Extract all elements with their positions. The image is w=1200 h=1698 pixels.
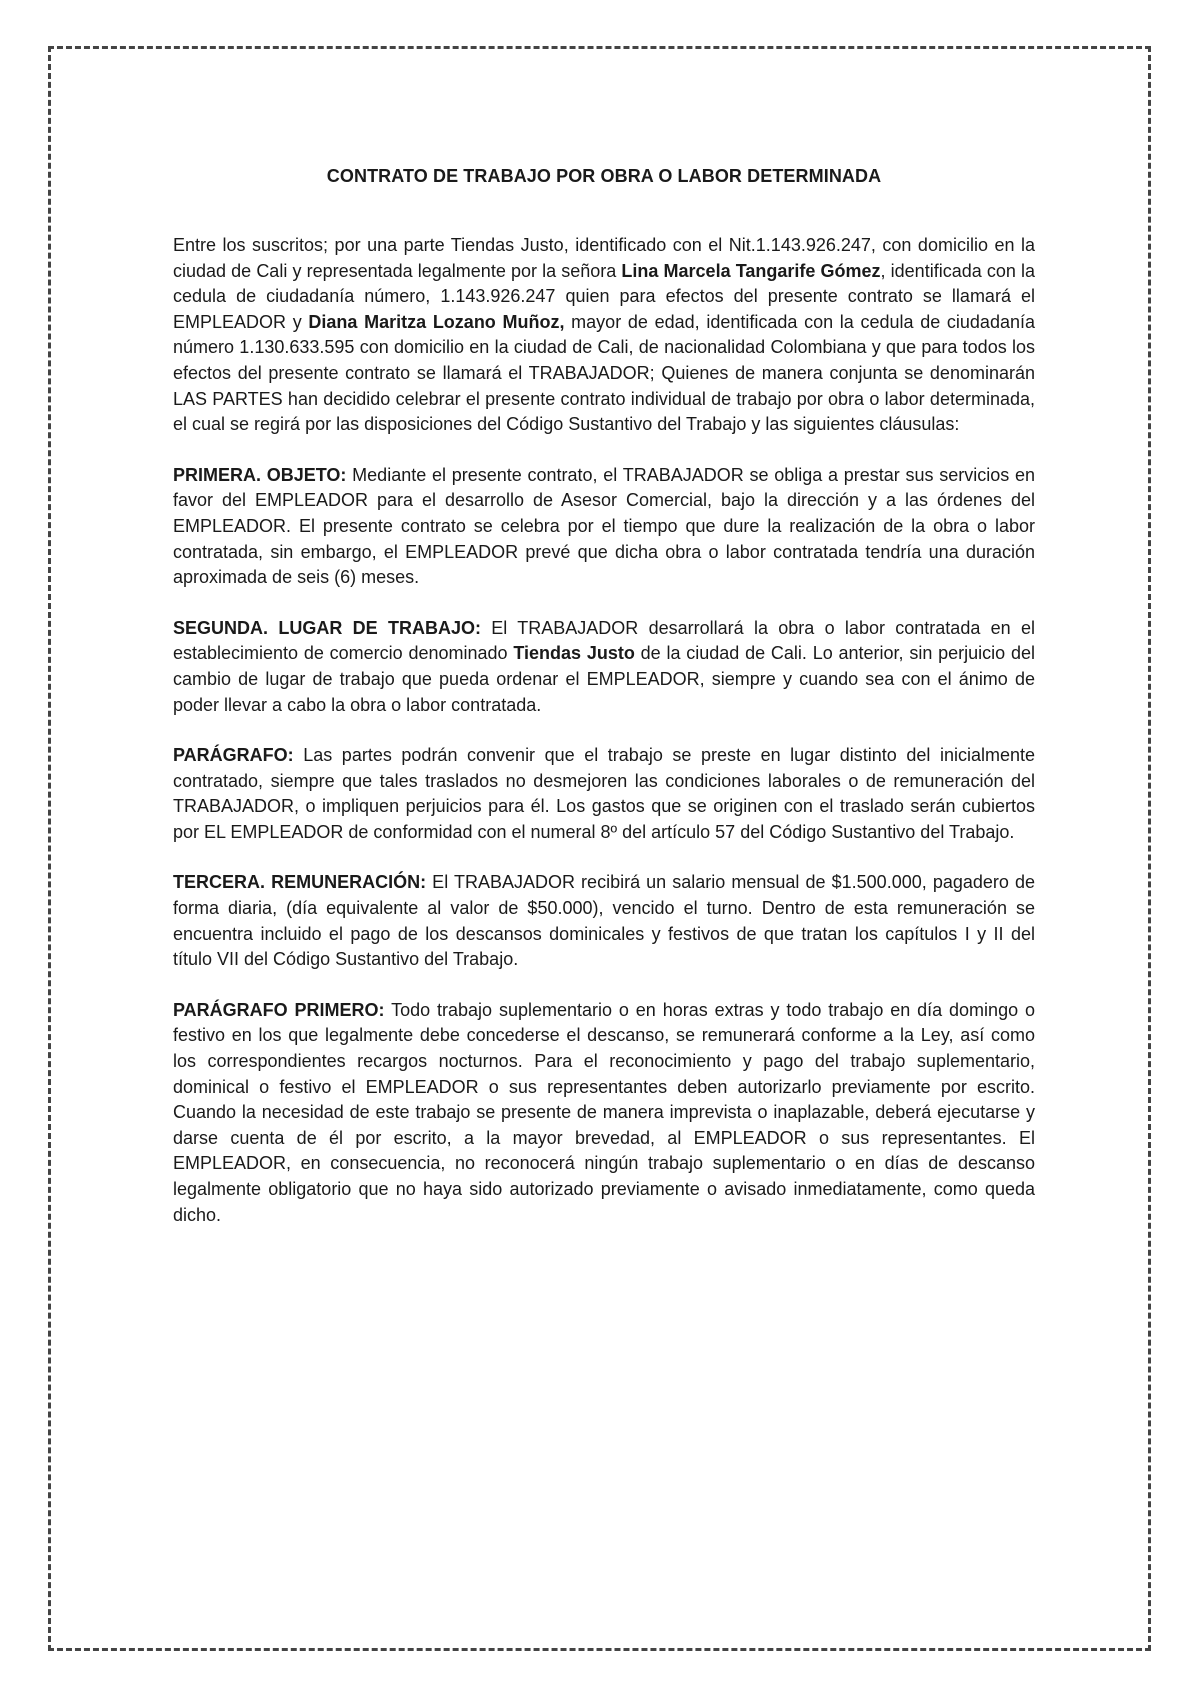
bold-text: Lina Marcela Tangarife Gómez: [621, 260, 881, 281]
intro-paragraph: [173, 233, 1035, 438]
clause-tercera: [173, 870, 1035, 972]
body-text: Entre los suscritos; por una parte Tiendas Justo, identificado con el Nit.1.143.926.247, con domicilio en la ciudad de Cali y representada legalmente por la señora: [173, 235, 1035, 281]
clause-heading: PRIMERA. OBJETO:: [173, 464, 347, 485]
body-text: Mediante el presente contrato, el TRABAJADOR se obliga a prestar sus servicios en favor del EMPLEADOR para el desarrollo de Asesor Comercial, bajo la dirección y a las órdenes del EMPLEADOR. El presente contrato se celebra por el tiempo que dure la realización de la obra o labor contratada, sin embargo, el EMPLEADOR prevé que dicha obra o labor contratada tendría una duración aproximada de seis (6) meses.: [173, 464, 1036, 588]
body-text: El TRABAJADOR recibirá un salario mensual de $1.500.000, pagadero de forma diaria, (día equivalente al valor de $50.000), vencido el turno. Dentro de esta remuneración se encuentra incluido el pago de los descansos dominicales y festivos de que tratan los capítulos I y II del título VII del Código Sustantivo del Trabajo.: [173, 872, 1035, 970]
bold-text: Tiendas Justo: [513, 643, 635, 664]
clause-primera: [173, 463, 1035, 591]
body-text: Las partes podrán convenir que el trabajo se preste en lugar distinto del inicialmente contratado, siempre que tales traslados no desmejoren las condiciones laborales o de remuneración del TRABAJADOR, o impliquen perjuicios para él. Los gastos que se originen con el traslado serán cubiertos por EL EMPLEADOR de conformidad con el numeral 8º del artículo 57 del Código Sustantivo del Trabajo.: [173, 745, 1035, 842]
bold-text: Diana Maritza Lozano Muñoz,: [308, 311, 565, 332]
clause-segunda: [173, 616, 1035, 718]
body-text: El TRABAJADOR desarrollará la obra o labor contratada en el establecimiento de comercio denominado: [173, 617, 1035, 664]
clause-heading: TERCERA. REMUNERACIÓN:: [173, 872, 427, 893]
body-text: de la ciudad de Cali. Lo anterior, sin perjuicio del cambio de lugar de trabajo que pueda ordenar el EMPLEADOR, siempre y cuando sea con el ánimo de poder llevar a cabo la obra o labor contratada.: [173, 643, 1035, 715]
clause-heading: SEGUNDA. LUGAR DE TRABAJO:: [173, 617, 481, 638]
document-body: [173, 166, 1035, 1253]
clause-heading: PARÁGRAFO PRIMERO:: [173, 999, 385, 1020]
clause-heading: PARÁGRAFO:: [173, 745, 294, 766]
body-text: Todo trabajo suplementario o en horas extras y todo trabajo en día domingo o festivo en los que legalmente debe concederse el descanso, se remunerará conforme a la Ley, así como los correspondientes recargos nocturnos. Para el reconocimiento y pago del trabajo suplementario, dominical o festivo el EMPLEADOR o sus representantes deben autorizarlo previamente por escrito. Cuando la necesidad de este trabajo se presente de manera imprevista o inaplazable, deberá ejecutarse y darse cuenta de él por escrito, a la mayor brevedad, al EMPLEADOR o sus representantes. El EMPLEADOR, en consecuencia, no reconocerá ningún trabajo suplementario o en días de descanso legalmente obligatorio que no haya sido autorizado previamente o avisado inmediatamente, como queda dicho.: [173, 999, 1035, 1225]
paragrafo: [173, 743, 1035, 845]
body-text: , identificada con la cedula de ciudadanía número, 1.143.926.247 quien para efectos del presente contrato se llamará el EMPLEADOR y: [173, 260, 1036, 332]
document-title: CONTRATO DE TRABAJO POR OBRA O LABOR DETERMINADA: [326, 166, 882, 186]
body-text: mayor de edad, identificada con la cedula de ciudadanía número 1.130.633.595 con domicilio en la ciudad de Cali, de nacionalidad Colombiana y que para todos los efectos del presente contrato se llamará el TRABAJADOR; Quienes de manera conjunta se denominarán LAS PARTES han decidido celebrar el presente contrato individual de trabajo por obra o labor determinada, el cual se regirá por las disposiciones del Código Sustantivo del Trabajo y las siguientes cláusulas:: [173, 311, 1035, 435]
paragrafo-primero: [173, 998, 1035, 1228]
